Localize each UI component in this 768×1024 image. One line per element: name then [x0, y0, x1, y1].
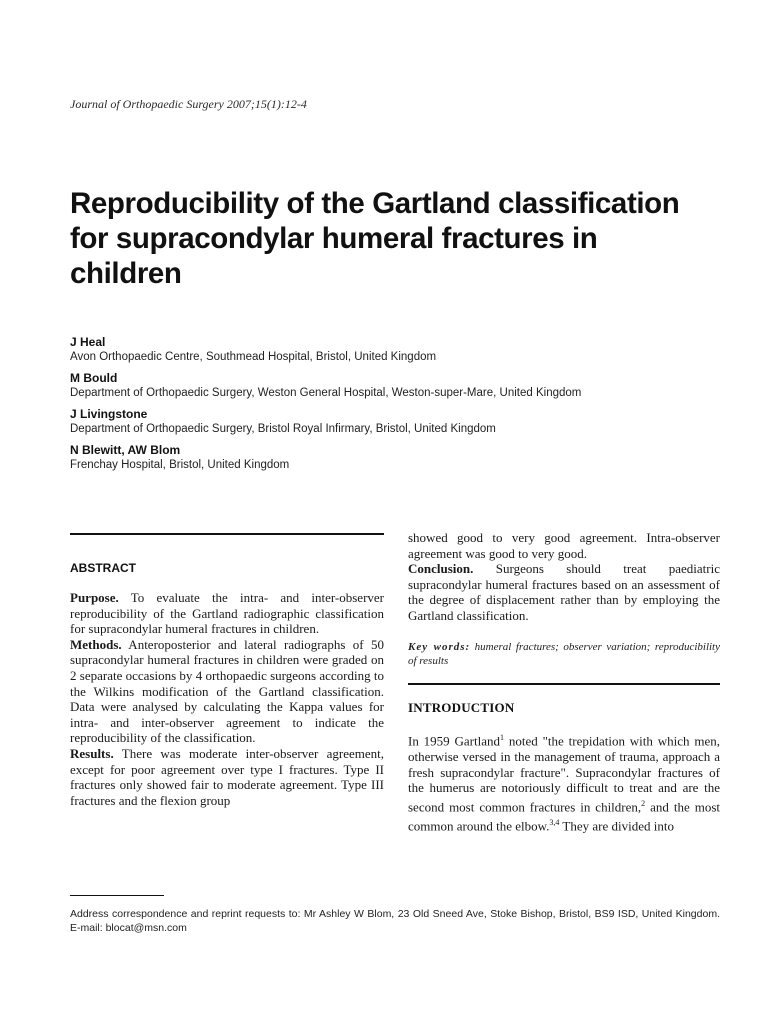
abstract-purpose [70, 590, 384, 637]
results-continued: showed good to very good agreement. Intra-observer agreement was good to very good. [408, 530, 720, 561]
abstract-results [70, 746, 384, 808]
introduction-paragraph [408, 730, 720, 834]
conclusion-label: Conclusion. [408, 561, 474, 577]
journal-reference: Journal of Orthopaedic Surgery 2007;15(1):12-4 [70, 97, 307, 111]
author-entry [70, 443, 730, 473]
keywords-label: Key words: [408, 641, 471, 653]
purpose-label: Purpose. [70, 590, 119, 605]
author-entry [70, 371, 730, 401]
results-label: Results. [70, 745, 114, 761]
author-affiliation: Department of Orthopaedic Surgery, Bristol Royal Infirmary, Bristol, United Kingdom [70, 423, 496, 435]
author-name: J Heal [70, 335, 106, 349]
author-affiliation: Frenchay Hospital, Bristol, United Kingdom [70, 459, 290, 471]
author-list [70, 335, 730, 479]
abstract-heading: ABSTRACT [70, 561, 136, 575]
abstract-right-column [408, 530, 720, 624]
author-affiliation: Avon Orthopaedic Centre, Southmead Hospital, Bristol, United Kingdom [70, 351, 437, 363]
intro-ref-2[interactable]: 2 [641, 798, 646, 808]
intro-text-1: In 1959 Gartland [408, 733, 501, 749]
results-text: There was moderate inter-observer agreement, except for poor agreement over type I fractures. Type II fractures only showed fair to moderate agreement. Type III fractures and the flexion group [70, 745, 384, 808]
abstract-conclusion [408, 561, 720, 623]
footnote-rule [70, 895, 164, 896]
author-name: M Bould [70, 371, 118, 385]
author-entry [70, 335, 730, 365]
intro-text-4: They are divided into [559, 817, 674, 833]
author-name: N Blewitt, AW Blom [70, 443, 181, 457]
intro-text-2: noted "the trepidation with which men, otherwise versed in the management of trauma, approach a fresh supracondylar fracture". Supracondylar fractures of the humerus are notoriously difficult to treat and are the second most common fractures in children, [408, 733, 721, 815]
introduction-heading: INTRODUCTION [408, 700, 515, 715]
article-title: Reproducibility of the Gartland classification for supracondylar humeral fractures in children [70, 187, 680, 290]
intro-text-3: and the most common around the elbow. [408, 799, 720, 833]
conclusion-text: Surgeons should treat paediatric supracondylar humeral fractures based on an assessment of the degree of displacement rather than by employing the Gartland classification. [408, 561, 720, 623]
abstract-top-rule [70, 533, 384, 535]
correspondence-footnote: Address correspondence and reprint requests to: Mr Ashley W Blom, 23 Old Sneed Ave, Stoke Bishop, Bristol, BS9 ISD, United Kingdom. E-mail: blocat@msn.com [70, 908, 720, 934]
author-entry [70, 407, 730, 437]
author-affiliation: Department of Orthopaedic Surgery, Weston General Hospital, Weston-super-Mare, United Kingdom [70, 387, 582, 399]
author-name: J Livingstone [70, 407, 148, 421]
abstract-left-column [70, 590, 384, 808]
intro-top-rule [408, 683, 720, 685]
intro-ref-1[interactable]: 1 [500, 733, 505, 742]
abstract-methods [70, 637, 384, 746]
keywords-text: humeral fractures; observer variation; reproducibility of results [408, 641, 720, 667]
intro-ref-3[interactable]: 3,4 [549, 817, 560, 827]
methods-label: Methods. [70, 636, 122, 652]
methods-text: Anteroposterior and lateral radiographs of 50 supracondylar humeral fractures in children were graded on 2 separate occasions by 4 orthopaedic surgeons according to the Wilkins modification of the Gartland classification. Data were analysed by calculating the Kappa values for intra- and inter-observer agreement to indicate the reproducibility of the classification. [70, 636, 384, 746]
purpose-text: To evaluate the intra- and inter-observer reproducibility of the Gartland radiographic classification for supracondylar humeral fractures in children. [70, 590, 384, 637]
keywords [408, 640, 720, 668]
